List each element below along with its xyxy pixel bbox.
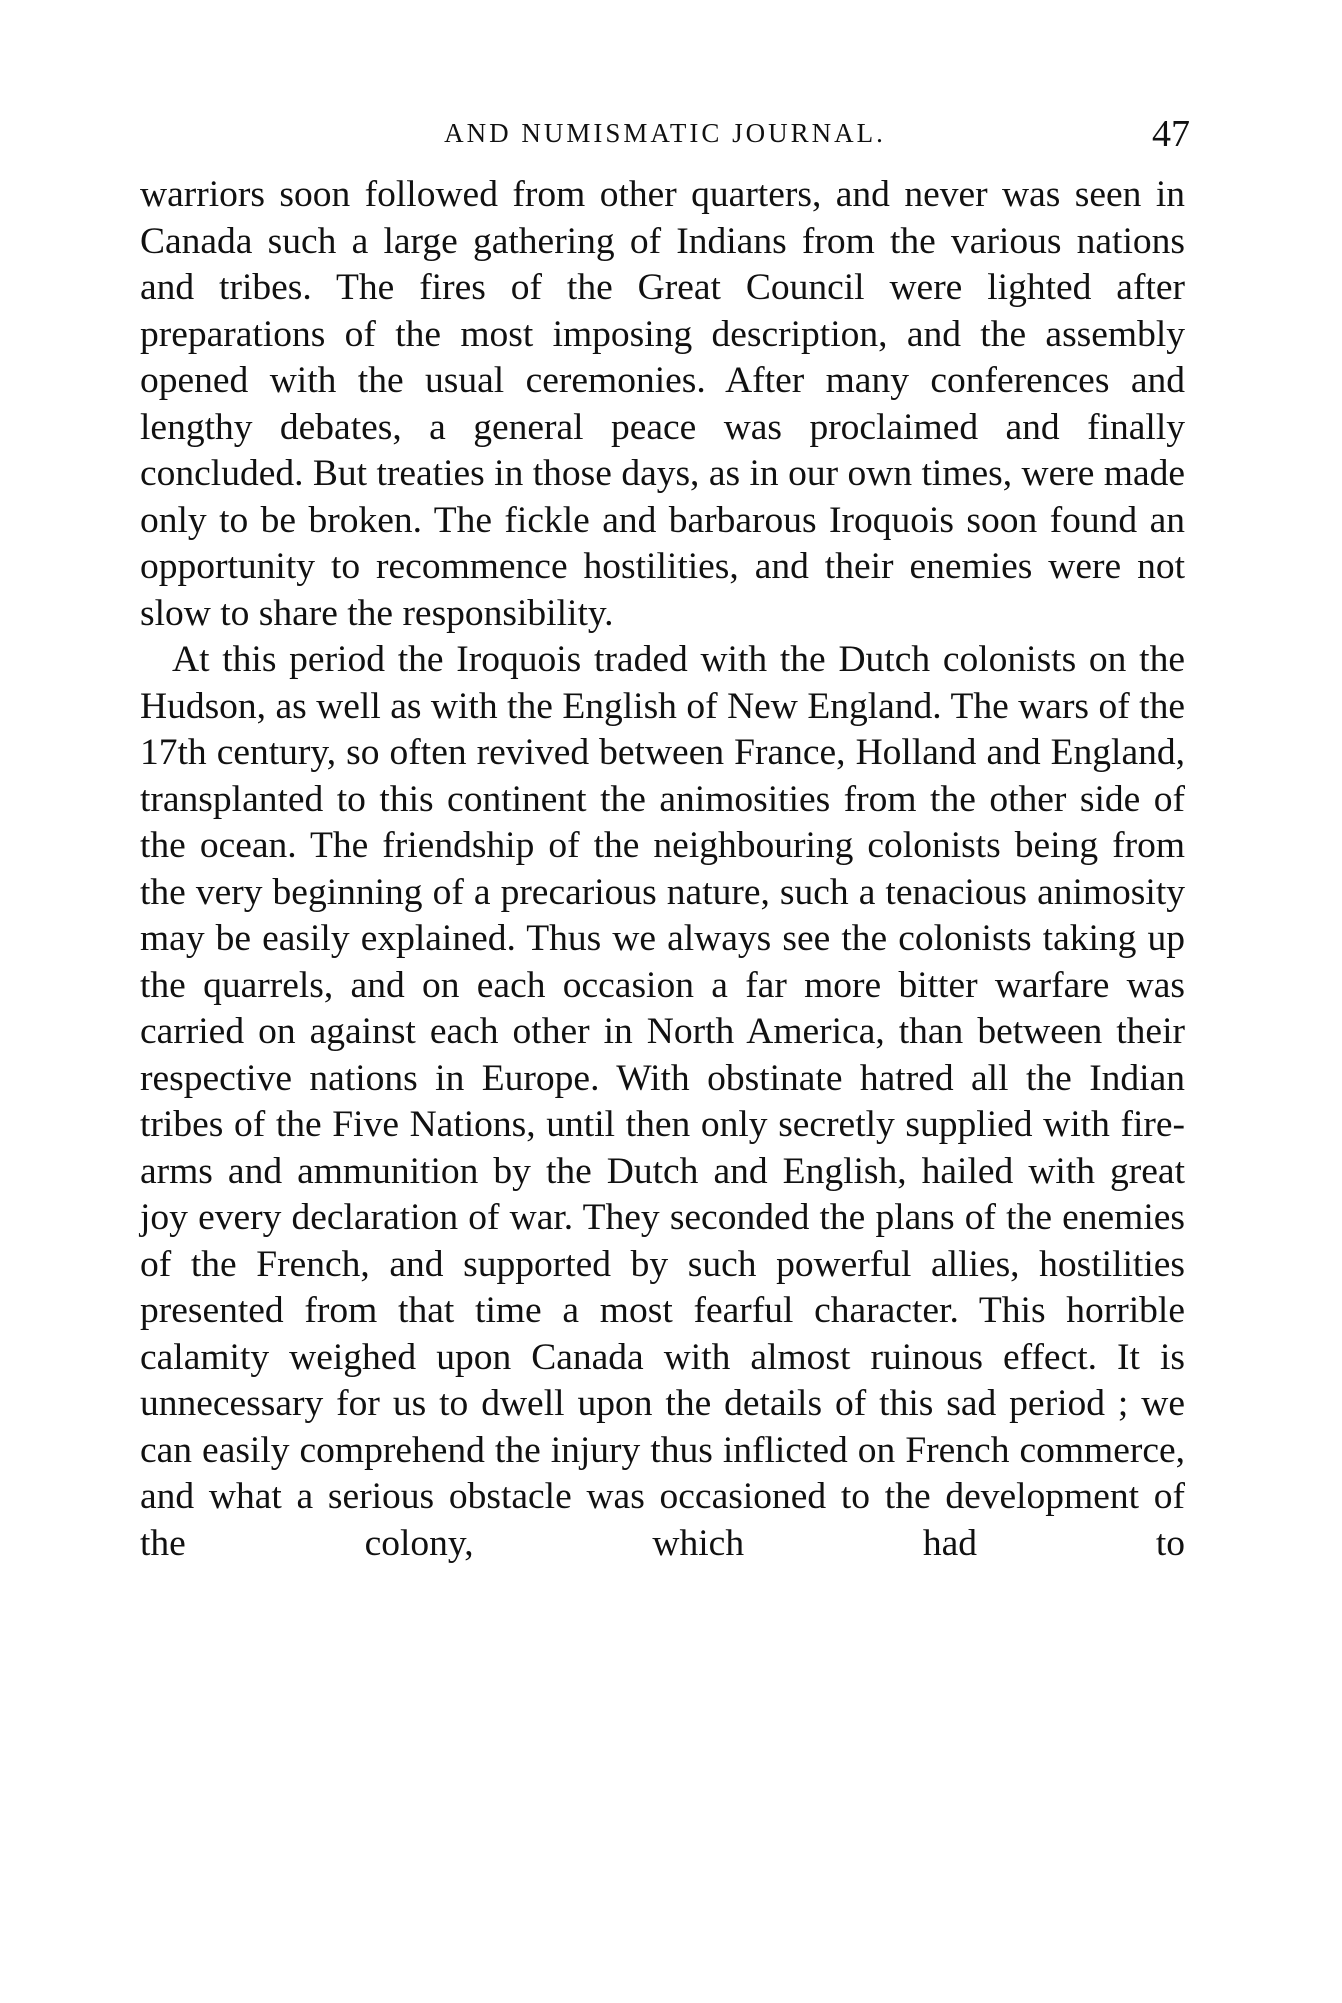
paragraph-2: At this period the Iroquois traded with the Dutch colonists on the Hudson, as well as with the English of New England. The wars of the 17th century, so often revived between France, Holland and England, transplanted to this continent the animosities from the other side of the ocean. The friendship of the neighbouring colonists being from the very beginning of a precarious nature, such a tenacious animosity may be easily explained. Thus we always see the colonists taking up the quarrels, and on each occasion a far more bitter warfare was carried on against each other in North America, than between their respective nations in Europe. With obstinate hatred all the Indian tribes of the Five Nations, until then only secretly supplied with fire-arms and ammunition by the Dutch and English, hailed with great joy every declaration of war. They seconded the plans of the enemies of the French, and supported by such powerful allies, hostilities presented from that time a most fearful character. This horrible calamity weighed upon Canada with almost ruinous effect. It is unnecessary for us to dwell upon the details of this sad period ; we can easily comprehend the injury thus inflicted on French commerce, and what a serious obstacle was occasioned to the development of the colony, which had to xyxy=(140,639,1185,1564)
body-text xyxy=(140,172,1185,1567)
page-number: 47 xyxy=(1152,113,1190,155)
running-title: AND NUMISMATIC JOURNAL. xyxy=(444,118,886,148)
paragraph-1: warriors soon followed from other quarters, and never was seen in Canada such a large gathering of Indians from the various nations and tribes. The fires of the Great Council were lighted after preparations of the most imposing description, and the assembly opened with the usual ceremonies. After many conferences and lengthy debates, a general peace was proclaimed and finally concluded. But treaties in those days, as in our own times, were made only to be broken. The fickle and barbarous Iroquois soon found an opportunity to recommence hostilities, and their enemies were not slow to share the responsibility. xyxy=(140,174,1185,634)
running-head xyxy=(140,113,1190,168)
